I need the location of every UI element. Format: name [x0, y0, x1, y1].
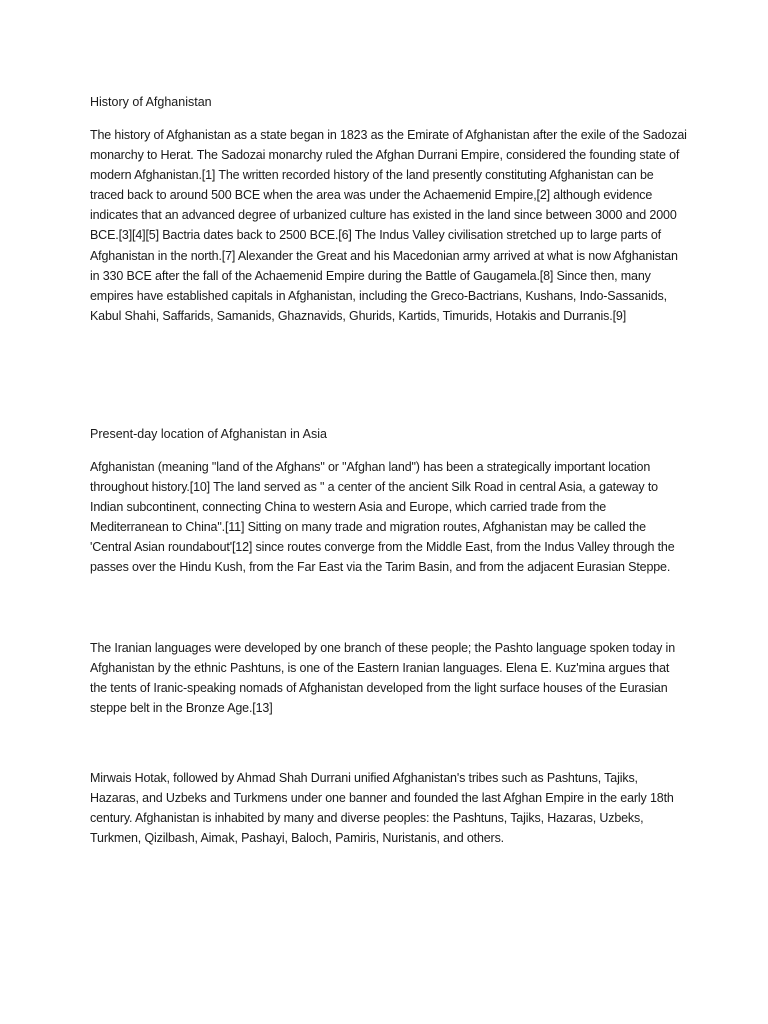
section-heading-history: History of Afghanistan [90, 95, 212, 109]
paragraph-peoples: Mirwais Hotak, followed by Ahmad Shah Durrani unified Afghanistan's tribes such as Pashtuns, Tajiks, Hazaras, and Uzbeks and Turkmens under one banner and founded the last Afghan Empire in the early 18th century. Afghanistan is inhabited by many and diverse peoples: the Pashtuns, Tajiks, Hazaras, Uzbeks, Turkmen, Qizilbash, Aimak, Pashayi, Baloch, Pamiris, Nuristanis, and others. [90, 771, 674, 846]
section-heading-location: Present-day location of Afghanistan in Asia [90, 427, 327, 441]
paragraph-languages: The Iranian languages were developed by one branch of these people; the Pashto language spoken today in Afghanistan by the ethnic Pashtuns, is one of the Eastern Iranian languages. Elena E. Kuz'mina argues that the tents of Iranic-speaking nomads of Afghanistan developed from the light surface houses of the Eurasian steppe belt in the Bronze Age.[13] [90, 641, 675, 716]
paragraph-location: Afghanistan (meaning "land of the Afghans" or "Afghan land") has been a strategically important location throughout history.[10] The land served as " a center of the ancient Silk Road in central Asia, a gateway to Indian subcontinent, connecting China to western Asia and Europe, which carried trade from the Mediterranean to China".[11] Sitting on many trade and migration routes, Afghanistan may be called the 'Central Asian roundabout'[12] since routes converge from the Middle East, from the Indus Valley through the passes over the Hindu Kush, from the Far East via the Tarim Basin, and from the adjacent Eurasian Steppe. [90, 460, 675, 575]
paragraph-history: The history of Afghanistan as a state began in 1823 as the Emirate of Afghanistan after the exile of the Sadozai monarchy to Herat. The Sadozai monarchy ruled the Afghan Durrani Empire, considered the founding state of modern Afghanistan.[1] The written recorded history of the land presently constituting Afghanistan can be traced back to around 500 BCE when the area was under the Achaemenid Empire,[2] although evidence indicates that an advanced degree of urbanized culture has existed in the land since between 3000 and 2000 BCE.[3][4][5] Bactria dates back to 2500 BCE.[6] The Indus Valley civilisation stretched up to large parts of Afghanistan in the north.[7] Alexander the Great and his Macedonian army arrived at what is now Afghanistan in 330 BCE after the fall of the Achaemenid Empire during the Battle of Gaugamela.[8] Since then, many empires have established capitals in Afghanistan, including the Greco-Bactrians, Kushans, Indo-Sassanids, Kabul Shahi, Saffarids, Samanids, Ghaznavids, Ghurids, Kartids, Timurids, Hotakis and Durranis.[9] [90, 128, 687, 323]
